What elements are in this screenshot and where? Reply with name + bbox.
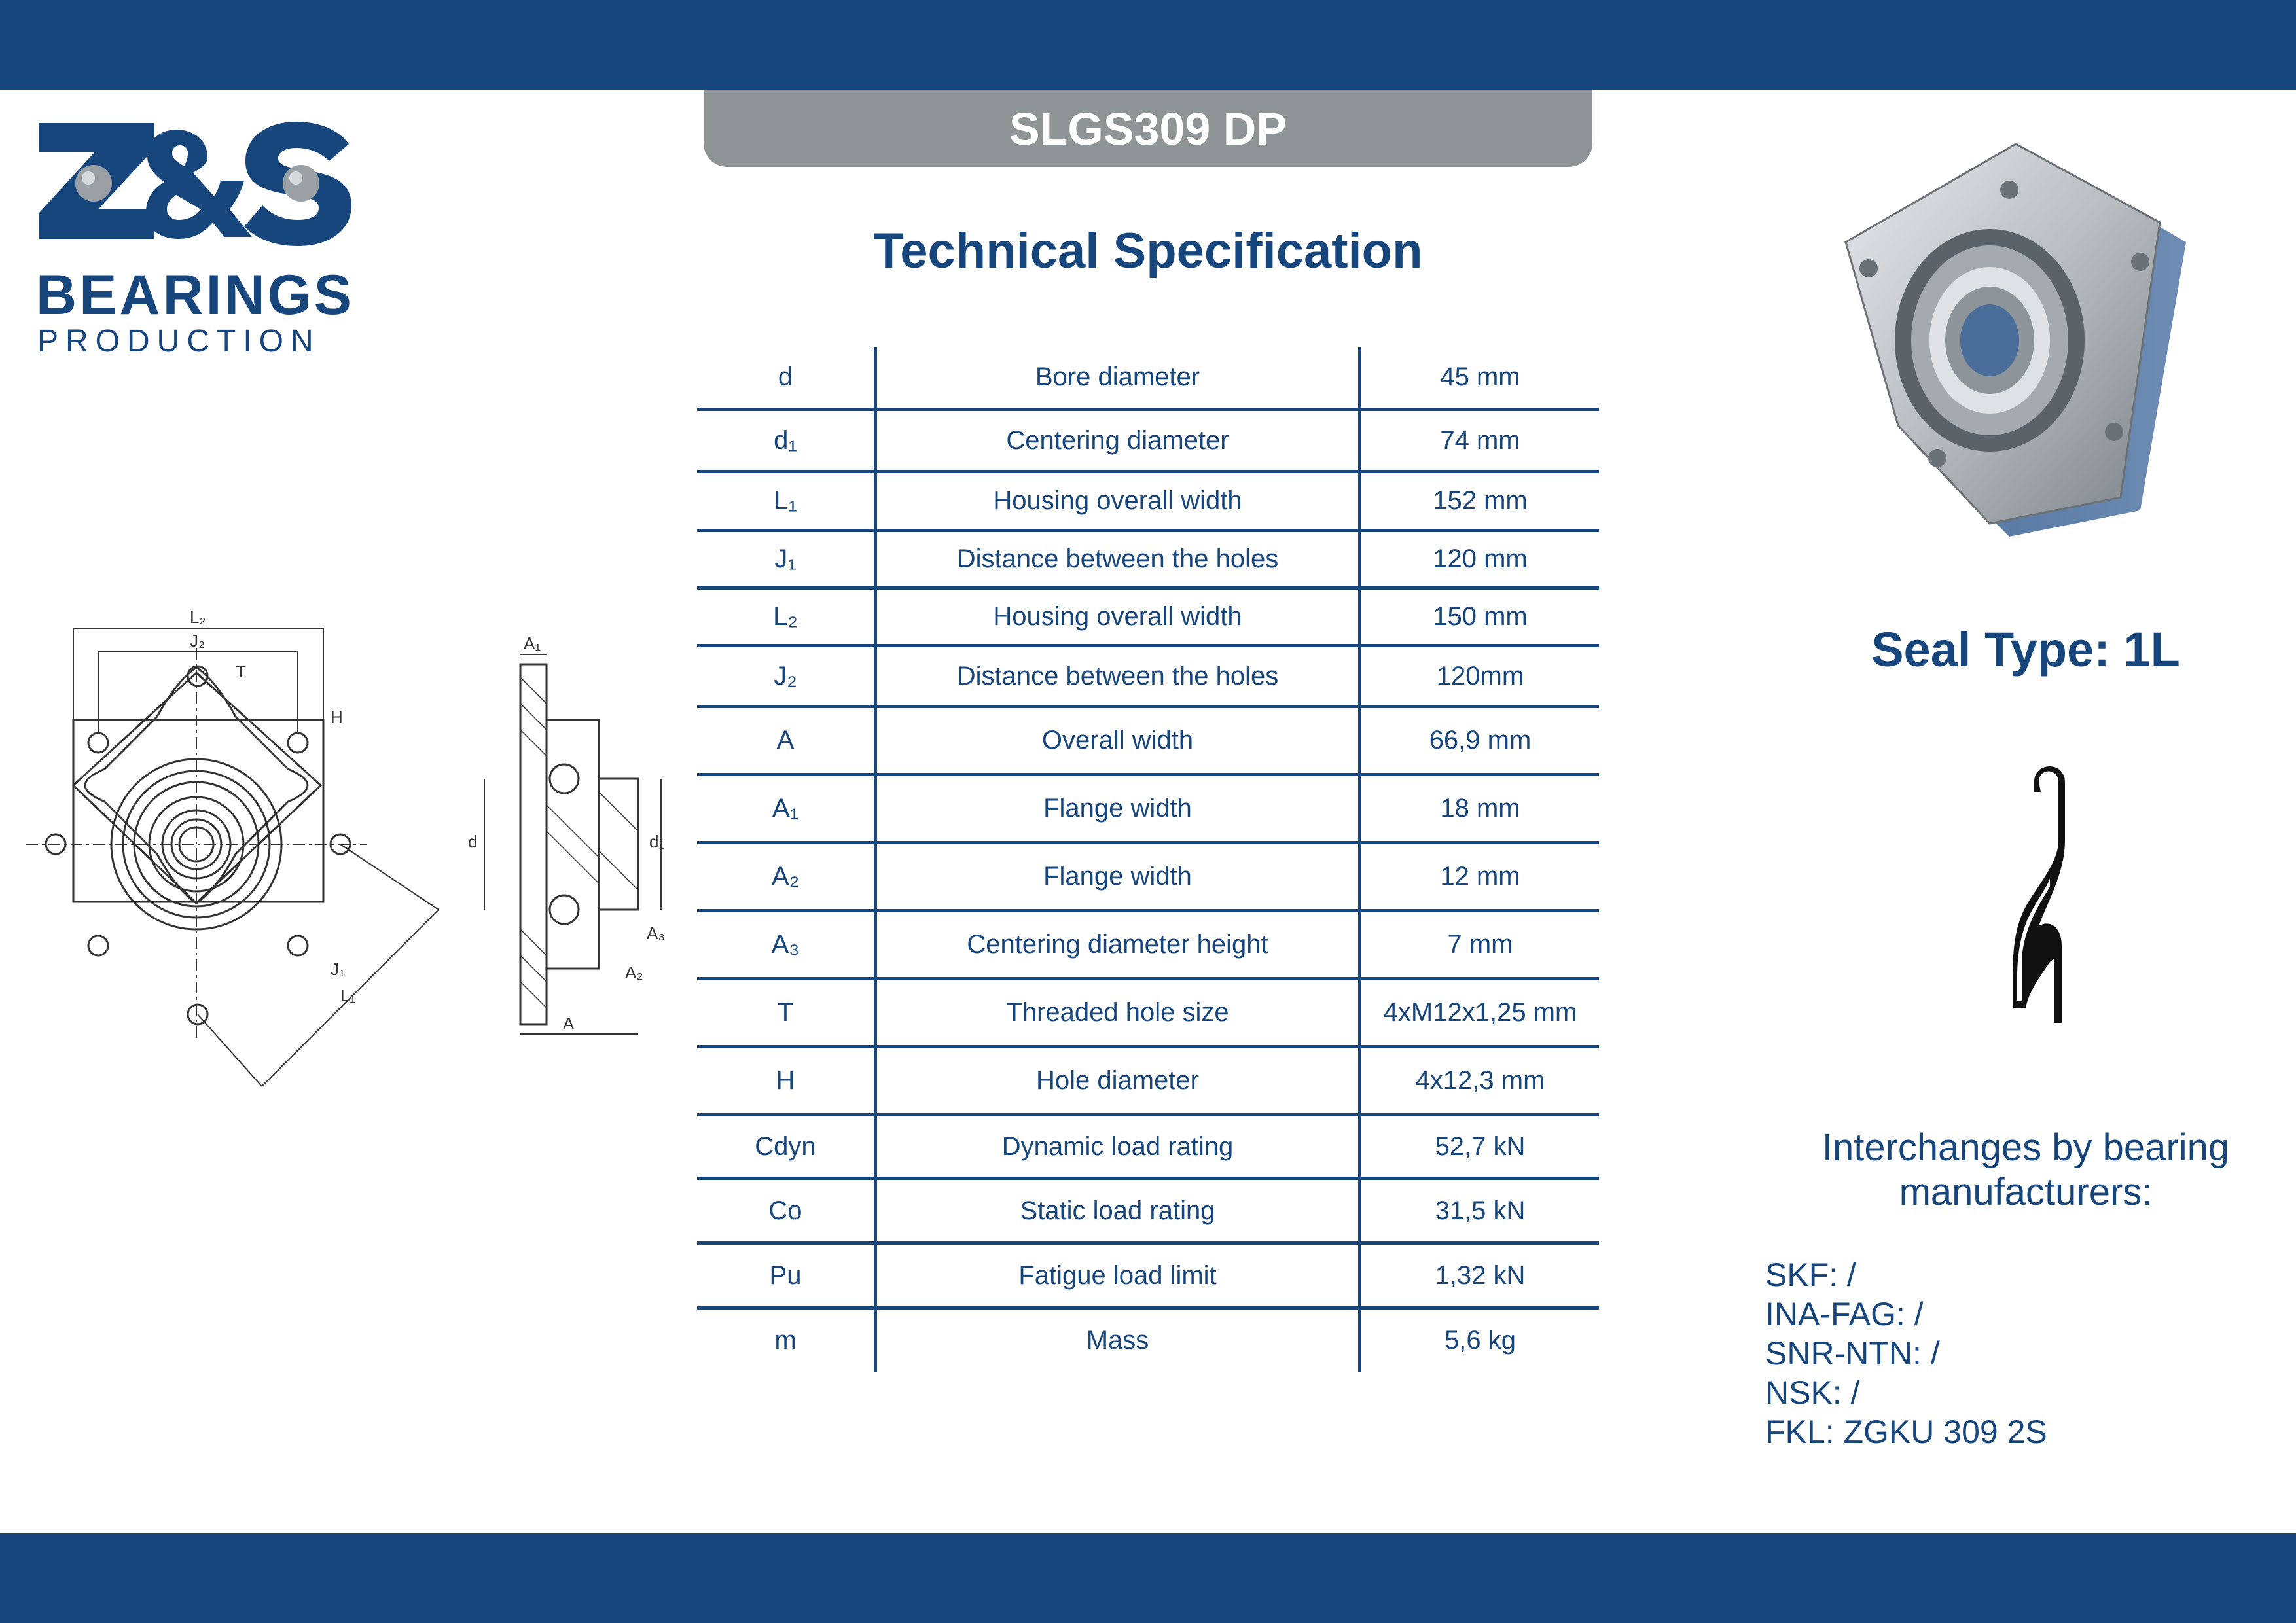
list-item: FKL: ZGKU 309 2S — [1765, 1414, 2047, 1450]
spec-value: 150 mm — [1433, 602, 1528, 631]
spec-description: Flange width — [877, 776, 1361, 841]
brand-word: BEARINGS — [36, 264, 354, 327]
table-row — [697, 844, 1599, 912]
seal-profile-icon — [1977, 762, 2088, 1037]
dim-label-J2: J₂ — [190, 631, 206, 651]
spec-value: 74 mm — [1440, 425, 1520, 455]
spec-symbol: m — [697, 1310, 877, 1372]
table-row — [697, 532, 1599, 590]
spec-value: 5,6 kg — [1444, 1326, 1516, 1355]
zs-logo-mark — [36, 118, 363, 259]
table-row — [697, 1180, 1599, 1245]
spec-value: 12 mm — [1440, 862, 1520, 891]
spec-symbol: Pu — [697, 1245, 877, 1306]
spec-description: Flange width — [877, 844, 1361, 909]
spec-symbol: A₁ — [697, 776, 877, 841]
interchange-title-line1: Interchanges by bearing — [1821, 1126, 2230, 1169]
table-row — [697, 1245, 1599, 1310]
brand-logo — [36, 118, 376, 359]
table-row — [697, 1116, 1599, 1180]
spec-value: 45 mm — [1440, 363, 1520, 391]
table-row — [697, 347, 1599, 411]
dim-label-d1: d₁ — [649, 832, 665, 851]
top-banner — [0, 0, 2296, 90]
spec-value: 7 mm — [1447, 930, 1513, 959]
spec-value: 18 mm — [1440, 794, 1520, 823]
table-row — [697, 411, 1599, 473]
table-row — [697, 647, 1599, 708]
spec-value: 1,32 kN — [1435, 1260, 1526, 1290]
spec-description: Bore diameter — [877, 347, 1361, 408]
table-row — [697, 1310, 1599, 1372]
spec-value: 31,5 kN — [1435, 1196, 1526, 1225]
spec-value: 4x12,3 mm — [1415, 1066, 1545, 1095]
spec-title: Technical Specification — [873, 223, 1423, 279]
spec-symbol: J₁ — [697, 532, 877, 586]
list-item: SKF: / — [1765, 1257, 1856, 1293]
spec-value: 66,9 mm — [1429, 726, 1532, 755]
spec-table — [697, 347, 1599, 1372]
brand-subtitle: PRODUCTION — [37, 324, 321, 359]
dim-label-T: T — [236, 662, 246, 681]
product-code: SLGS309 DP — [704, 90, 1592, 167]
spec-value: 152 mm — [1433, 486, 1528, 515]
spec-symbol: d₁ — [697, 411, 877, 470]
spec-value: 120 mm — [1433, 544, 1528, 573]
spec-description: Fatigue load limit — [877, 1245, 1361, 1306]
spec-description: Distance between the holes — [877, 532, 1361, 586]
dim-label-A2: A₂ — [625, 963, 643, 982]
interchange-title — [1767, 1126, 2284, 1215]
spec-symbol: T — [697, 980, 877, 1045]
dim-label-A1: A₁ — [524, 633, 541, 653]
spec-value: 4xM12x1,25 mm — [1383, 998, 1577, 1027]
spec-symbol: d — [697, 347, 877, 408]
list-item: NSK: / — [1765, 1374, 1860, 1411]
spec-symbol: Co — [697, 1180, 877, 1241]
dim-label-L2: L₂ — [190, 607, 206, 627]
product-image — [1833, 131, 2212, 550]
dim-label-H: H — [331, 707, 343, 727]
table-row — [697, 590, 1599, 647]
interchange-list — [1765, 1255, 2047, 1452]
spec-value: 52,7 kN — [1435, 1132, 1526, 1161]
table-row — [697, 980, 1599, 1048]
spec-description: Housing overall width — [877, 473, 1361, 529]
spec-description: Hole diameter — [877, 1048, 1361, 1113]
table-row — [697, 1048, 1599, 1116]
list-item: INA-FAG: / — [1765, 1296, 1924, 1332]
spec-symbol: L₁ — [697, 473, 877, 529]
spec-symbol: Cdyn — [697, 1116, 877, 1177]
list-item: SNR-NTN: / — [1765, 1335, 1940, 1372]
dim-label-L1: L₁ — [340, 986, 356, 1005]
spec-description: Dynamic load rating — [877, 1116, 1361, 1177]
spec-description: Mass — [877, 1310, 1361, 1372]
dim-label-d: d — [468, 832, 478, 851]
spec-description: Static load rating — [877, 1180, 1361, 1241]
spec-description: Centering diameter height — [877, 912, 1361, 977]
table-row — [697, 708, 1599, 776]
seal-type-title: Seal Type: 1L — [1871, 622, 2180, 677]
interchange-title-line2: manufacturers: — [1899, 1171, 2153, 1213]
spec-symbol: A — [697, 708, 877, 773]
table-row — [697, 912, 1599, 980]
spec-description: Housing overall width — [877, 590, 1361, 644]
spec-symbol: A₃ — [697, 912, 877, 977]
spec-description: Distance between the holes — [877, 647, 1361, 705]
technical-drawing — [0, 589, 694, 1099]
dim-label-A3: A₃ — [647, 923, 665, 943]
table-row — [697, 776, 1599, 844]
spec-symbol: H — [697, 1048, 877, 1113]
spec-description: Overall width — [877, 708, 1361, 773]
table-row — [697, 473, 1599, 532]
dim-label-J1: J₁ — [331, 959, 345, 979]
spec-symbol: J₂ — [697, 647, 877, 705]
spec-description: Centering diameter — [877, 411, 1361, 470]
spec-value: 120mm — [1436, 661, 1524, 690]
spec-description: Threaded hole size — [877, 980, 1361, 1045]
bottom-banner — [0, 1533, 2296, 1623]
dim-label-A: A — [563, 1014, 575, 1033]
spec-symbol: A₂ — [697, 844, 877, 909]
spec-symbol: L₂ — [697, 590, 877, 644]
